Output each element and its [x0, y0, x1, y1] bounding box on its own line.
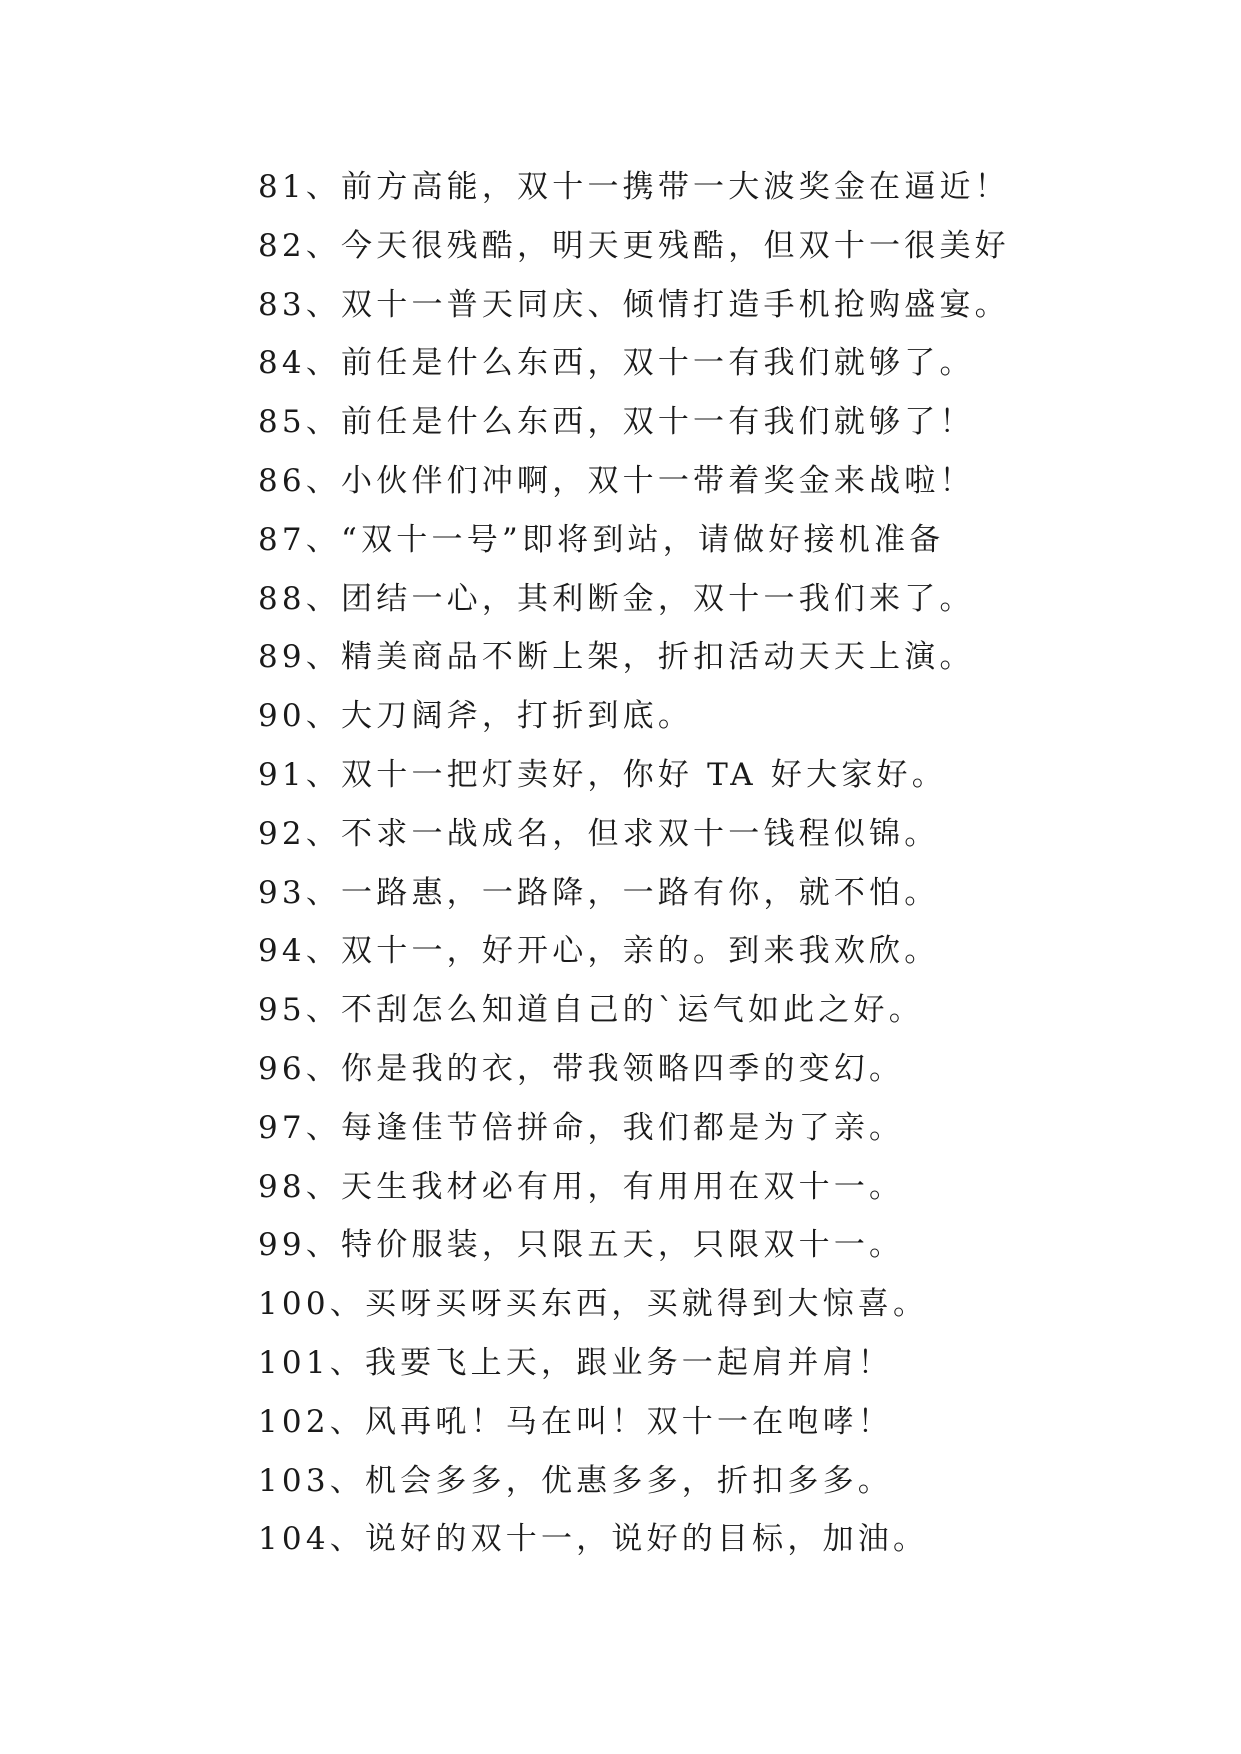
slogan-line: 103、机会多多，优惠多多，折扣多多。 [258, 1462, 893, 1499]
slogan-line: 97、每逢佳节倍拼命，我们都是为了亲。 [258, 1109, 905, 1146]
slogan-line: 100、买呀买呀买东西，买就得到大惊喜。 [258, 1286, 929, 1323]
slogan-line: 98、天生我材必有用，有用用在双十一。 [258, 1168, 905, 1205]
slogan-line: 85、前任是什么东西，双十一有我们就够了！ [258, 404, 975, 441]
slogan-line: 99、特价服装，只限五天，只限双十一。 [258, 1227, 905, 1264]
slogan-line: 82、今天很残酷，明天更残酷，但双十一很美好 [258, 227, 1010, 264]
slogan-line: 88、团结一心，其利断金，双十一我们来了。 [258, 580, 975, 617]
slogan-line: 86、小伙伴们冲啊，双十一带着奖金来战啦！ [258, 462, 975, 499]
slogan-list [258, 158, 1010, 1569]
slogan-line: 104、说好的双十一，说好的目标，加油。 [258, 1521, 929, 1558]
slogan-line: 81、前方高能，双十一携带一大波奖金在逼近！ [258, 169, 1010, 205]
slogan-line: 93、一路惠，一路降，一路有你，就不怕。 [258, 874, 940, 911]
slogan-line: 95、不刮怎么知道自己的`运气如此之好。 [258, 992, 924, 1029]
slogan-line: 87、“双十一号”即将到站，请做好接机准备 [258, 521, 945, 558]
slogan-line: 90、大刀阔斧，打折到底。 [258, 698, 694, 735]
slogan-line: 102、风再吼！马在叫！双十一在咆哮！ [258, 1403, 893, 1440]
slogan-line: 101、我要飞上天，跟业务一起肩并肩！ [258, 1344, 893, 1381]
slogan-line: 96、你是我的衣，带我领略四季的变幻。 [258, 1050, 905, 1087]
slogan-line: 92、不求一战成名，但求双十一钱程似锦。 [258, 815, 940, 852]
slogan-line: 84、前任是什么东西，双十一有我们就够了。 [258, 345, 975, 382]
slogan-line: 91、双十一把灯卖好，你好 TA 好大家好。 [258, 756, 947, 793]
slogan-line: 94、双十一，好开心，亲的。到来我欢欣。 [258, 933, 940, 970]
slogan-line: 83、双十一普天同庆、倾情打造手机抢购盛宴。 [258, 286, 1010, 323]
slogan-line: 89、精美商品不断上架，折扣活动天天上演。 [258, 639, 975, 676]
